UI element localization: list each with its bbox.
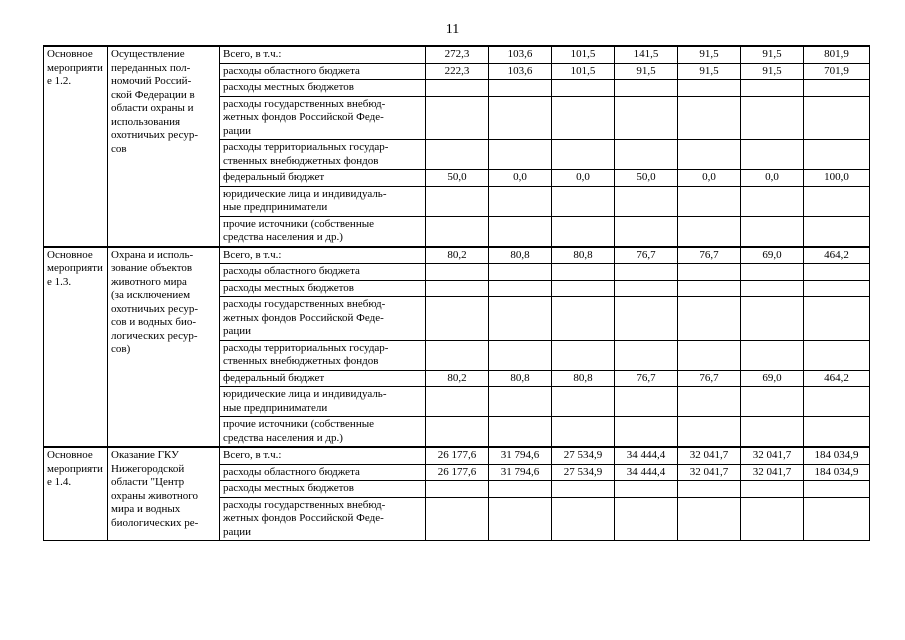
amount-cell: 0,0 — [552, 170, 615, 187]
amount-cell — [741, 216, 804, 247]
amount-cell — [552, 96, 615, 140]
event-name-line: охотничьих ресур- — [111, 302, 198, 315]
funding-source-line: расходы территориальных государ- — [223, 141, 389, 153]
funding-source-cell — [220, 140, 426, 170]
amount-cell — [741, 280, 804, 297]
amount-cell — [741, 140, 804, 170]
amount-cell — [552, 297, 615, 341]
amount-cell — [615, 481, 678, 498]
amount-cell: 0,0 — [678, 170, 741, 187]
amount-cell: 103,6 — [489, 46, 552, 63]
amount-cell — [489, 216, 552, 247]
amount-cell — [426, 280, 489, 297]
amount-cell — [804, 497, 870, 541]
event-name-line: сов и водных био- — [111, 316, 197, 328]
amount-cell: 91,5 — [741, 63, 804, 80]
funding-source-cell — [220, 46, 426, 63]
amount-cell: 27 534,9 — [552, 447, 615, 464]
amount-cell — [615, 297, 678, 341]
amount-cell: 464,2 — [804, 247, 870, 264]
amount-cell: 34 444,4 — [615, 464, 678, 481]
funding-source-cell — [220, 247, 426, 264]
funding-source-line: юридические лица и индивидуаль- — [223, 388, 387, 400]
amount-cell: 50,0 — [426, 170, 489, 187]
event-code-line: мероприятие 1.4. — [47, 462, 103, 488]
amount-cell: 80,8 — [489, 247, 552, 264]
amount-cell — [615, 264, 678, 281]
amount-cell: 100,0 — [804, 170, 870, 187]
event-name-line: охраны животного — [111, 489, 199, 502]
amount-cell — [804, 387, 870, 417]
table-row — [44, 46, 870, 63]
amount-cell: 26 177,6 — [426, 464, 489, 481]
amount-cell: 80,2 — [426, 247, 489, 264]
amount-cell — [426, 340, 489, 370]
funding-source-line: жетных фондов Российской Феде- — [223, 111, 384, 123]
amount-cell — [678, 481, 741, 498]
amount-cell: 32 041,7 — [678, 447, 741, 464]
funding-source-line: расходы местных бюджетов — [223, 482, 355, 494]
amount-cell: 31 794,6 — [489, 464, 552, 481]
amount-cell — [615, 140, 678, 170]
amount-cell — [804, 216, 870, 247]
funding-source-cell — [220, 340, 426, 370]
event-name-line: сов) — [111, 343, 131, 355]
amount-cell — [552, 481, 615, 498]
event-name-line: охотничьих ресур- — [111, 129, 198, 141]
funding-source-line: Всего, в т.ч.: — [223, 48, 282, 60]
amount-cell — [615, 280, 678, 297]
funding-source-line: ные предприниматели — [223, 401, 328, 414]
amount-cell — [552, 280, 615, 297]
amount-cell — [741, 387, 804, 417]
funding-source-line: расходы областного бюджета — [223, 64, 360, 77]
amount-cell — [804, 280, 870, 297]
amount-cell: 91,5 — [741, 46, 804, 63]
funding-source-line: прочие источники (собственные — [223, 217, 374, 230]
event-code-cell — [44, 247, 108, 448]
amount-cell: 184 034,9 — [804, 464, 870, 481]
event-name-line: животного мира — [111, 275, 187, 288]
amount-cell — [804, 297, 870, 341]
amount-cell: 32 041,7 — [678, 464, 741, 481]
amount-cell — [741, 186, 804, 216]
funding-source-line: ственных внебюджетных фондов — [223, 355, 379, 367]
funding-source-line: юридические лица и индивидуаль- — [223, 187, 387, 200]
amount-cell — [489, 481, 552, 498]
amount-cell — [615, 417, 678, 448]
amount-cell — [489, 186, 552, 216]
amount-cell — [678, 186, 741, 216]
amount-cell — [426, 417, 489, 448]
funding-source-line: расходы государственных внебюд- — [223, 298, 386, 310]
amount-cell — [489, 140, 552, 170]
amount-cell: 103,6 — [489, 63, 552, 80]
funding-source-cell — [220, 96, 426, 140]
amount-cell — [489, 497, 552, 541]
funding-source-line: жетных фондов Российской Феде- — [223, 512, 384, 524]
amount-cell: 272,3 — [426, 46, 489, 63]
amount-cell — [426, 481, 489, 498]
event-code-line: Основное — [47, 248, 93, 261]
event-name-line: логических ресур- — [111, 329, 198, 342]
amount-cell — [804, 417, 870, 448]
amount-cell — [489, 297, 552, 341]
amount-cell — [615, 387, 678, 417]
funding-source-cell — [220, 481, 426, 498]
amount-cell — [678, 280, 741, 297]
event-name-line: Оказание ГКУ — [111, 449, 179, 461]
amount-cell — [552, 80, 615, 97]
amount-cell — [489, 340, 552, 370]
amount-cell — [741, 417, 804, 448]
amount-cell — [489, 387, 552, 417]
event-name-line: Охрана и исполь- — [111, 248, 194, 261]
amount-cell — [678, 264, 741, 281]
funding-source-line: Всего, в т.ч.: — [223, 248, 282, 261]
amount-cell: 27 534,9 — [552, 464, 615, 481]
amount-cell: 464,2 — [804, 370, 870, 387]
amount-cell: 26 177,6 — [426, 447, 489, 464]
amount-cell — [615, 216, 678, 247]
event-name-line: Нижегородской — [111, 462, 185, 475]
amount-cell — [489, 96, 552, 140]
amount-cell — [741, 297, 804, 341]
amount-cell — [678, 387, 741, 417]
amount-cell — [678, 140, 741, 170]
funding-source-cell — [220, 417, 426, 448]
funding-source-line: средства населения и др.) — [223, 431, 343, 444]
amount-cell — [615, 186, 678, 216]
event-name-line: области охраны и — [111, 102, 194, 114]
event-name-line: зование объектов — [111, 262, 193, 274]
amount-cell — [552, 140, 615, 170]
amount-cell — [741, 264, 804, 281]
amount-cell — [741, 497, 804, 541]
amount-cell: 80,8 — [552, 370, 615, 387]
amount-cell: 69,0 — [741, 370, 804, 387]
funding-source-line: расходы местных бюджетов — [223, 281, 355, 294]
funding-source-cell — [220, 80, 426, 97]
amount-cell — [426, 140, 489, 170]
amount-cell — [552, 340, 615, 370]
table-row — [44, 247, 870, 264]
event-name-line: переданных пол- — [111, 61, 191, 74]
page-number: 11 — [445, 22, 460, 37]
event-name-line: (за исключением — [111, 289, 191, 301]
funding-source-line: расходы государственных внебюд- — [223, 97, 386, 110]
event-code-line: Основное — [47, 449, 93, 461]
amount-cell — [741, 481, 804, 498]
amount-cell — [804, 340, 870, 370]
event-code-cell — [44, 46, 108, 247]
amount-cell: 76,7 — [615, 247, 678, 264]
amount-cell — [804, 481, 870, 498]
amount-cell: 80,8 — [489, 370, 552, 387]
event-name-line: сов — [111, 142, 127, 155]
amount-cell — [552, 417, 615, 448]
funding-source-line: ные предприниматели — [223, 201, 328, 213]
amount-cell: 31 794,6 — [489, 447, 552, 464]
funding-source-line: рации — [223, 325, 252, 337]
event-name-cell — [108, 447, 220, 541]
amount-cell — [426, 264, 489, 281]
amount-cell — [678, 80, 741, 97]
amount-cell: 34 444,4 — [615, 447, 678, 464]
funding-source-line: Всего, в т.ч.: — [223, 449, 282, 461]
amount-cell — [552, 264, 615, 281]
amount-cell: 141,5 — [615, 46, 678, 63]
amount-cell — [426, 387, 489, 417]
amount-cell — [615, 340, 678, 370]
funding-source-cell — [220, 370, 426, 387]
funding-source-line: расходы местных бюджетов — [223, 81, 355, 93]
funding-source-cell — [220, 280, 426, 297]
amount-cell — [426, 216, 489, 247]
funding-source-cell — [220, 170, 426, 187]
event-name-line: мира и водных — [111, 503, 181, 515]
amount-cell: 80,8 — [552, 247, 615, 264]
amount-cell — [426, 297, 489, 341]
amount-cell — [489, 417, 552, 448]
amount-cell — [678, 96, 741, 140]
amount-cell: 91,5 — [678, 46, 741, 63]
budget-table — [43, 45, 870, 541]
amount-cell — [552, 186, 615, 216]
table-row — [44, 447, 870, 464]
funding-source-cell — [220, 387, 426, 417]
amount-cell — [426, 186, 489, 216]
funding-source-cell — [220, 497, 426, 541]
amount-cell: 50,0 — [615, 170, 678, 187]
amount-cell: 76,7 — [615, 370, 678, 387]
funding-source-cell — [220, 264, 426, 281]
funding-source-line: жетных фондов Российской Феде- — [223, 311, 384, 324]
amount-cell: 91,5 — [678, 63, 741, 80]
amount-cell — [489, 80, 552, 97]
amount-cell — [678, 340, 741, 370]
amount-cell: 101,5 — [552, 63, 615, 80]
amount-cell — [489, 264, 552, 281]
amount-cell: 701,9 — [804, 63, 870, 80]
funding-source-line: ственных внебюджетных фондов — [223, 154, 379, 167]
event-code-line: мероприятие 1.3. — [47, 262, 103, 288]
funding-source-line: рации — [223, 525, 252, 538]
amount-cell: 32 041,7 — [741, 447, 804, 464]
funding-source-line: средства населения и др.) — [223, 231, 343, 243]
funding-source-line: федеральный бюджет — [223, 371, 325, 384]
amount-cell — [489, 280, 552, 297]
amount-cell — [804, 96, 870, 140]
funding-source-line: рации — [223, 124, 252, 137]
event-name-line: Осуществление — [111, 48, 185, 60]
amount-cell — [804, 186, 870, 216]
event-code-line: Основное — [47, 48, 93, 60]
amount-cell — [552, 497, 615, 541]
amount-cell — [615, 96, 678, 140]
funding-source-cell — [220, 447, 426, 464]
funding-source-line: прочие источники (собственные — [223, 418, 374, 430]
funding-source-cell — [220, 297, 426, 341]
amount-cell — [804, 264, 870, 281]
amount-cell — [426, 80, 489, 97]
amount-cell: 0,0 — [489, 170, 552, 187]
amount-cell: 0,0 — [741, 170, 804, 187]
amount-cell — [615, 497, 678, 541]
amount-cell — [678, 297, 741, 341]
event-name-cell — [108, 46, 220, 247]
amount-cell: 69,0 — [741, 247, 804, 264]
event-name-line: номочий Россий- — [111, 75, 192, 87]
funding-source-line: расходы областного бюджета — [223, 265, 360, 277]
funding-source-cell — [220, 63, 426, 80]
event-name-line: ской Федерации в — [111, 88, 195, 101]
event-name-line: использования — [111, 115, 181, 128]
amount-cell — [741, 80, 804, 97]
funding-source-line: расходы областного бюджета — [223, 465, 360, 478]
amount-cell: 76,7 — [678, 247, 741, 264]
event-code-cell — [44, 447, 108, 541]
amount-cell: 80,2 — [426, 370, 489, 387]
amount-cell — [741, 340, 804, 370]
amount-cell: 184 034,9 — [804, 447, 870, 464]
funding-source-line: федеральный бюджет — [223, 171, 325, 183]
amount-cell — [678, 216, 741, 247]
amount-cell — [615, 80, 678, 97]
amount-cell: 801,9 — [804, 46, 870, 63]
funding-source-cell — [220, 216, 426, 247]
amount-cell — [678, 497, 741, 541]
amount-cell: 76,7 — [678, 370, 741, 387]
event-name-cell — [108, 247, 220, 448]
funding-source-line: расходы государственных внебюд- — [223, 498, 386, 511]
amount-cell — [741, 96, 804, 140]
event-name-line: биологических ре- — [111, 516, 199, 529]
amount-cell — [804, 80, 870, 97]
amount-cell — [678, 417, 741, 448]
funding-source-cell — [220, 464, 426, 481]
amount-cell — [804, 140, 870, 170]
amount-cell — [426, 497, 489, 541]
event-name-line: области "Центр — [111, 476, 185, 488]
amount-cell: 101,5 — [552, 46, 615, 63]
amount-cell — [552, 216, 615, 247]
amount-cell: 222,3 — [426, 63, 489, 80]
funding-source-line: расходы территориальных государ- — [223, 341, 389, 354]
amount-cell: 91,5 — [615, 63, 678, 80]
amount-cell: 32 041,7 — [741, 464, 804, 481]
event-code-line: мероприятие 1.2. — [47, 61, 103, 87]
amount-cell — [552, 387, 615, 417]
amount-cell — [426, 96, 489, 140]
funding-source-cell — [220, 186, 426, 216]
